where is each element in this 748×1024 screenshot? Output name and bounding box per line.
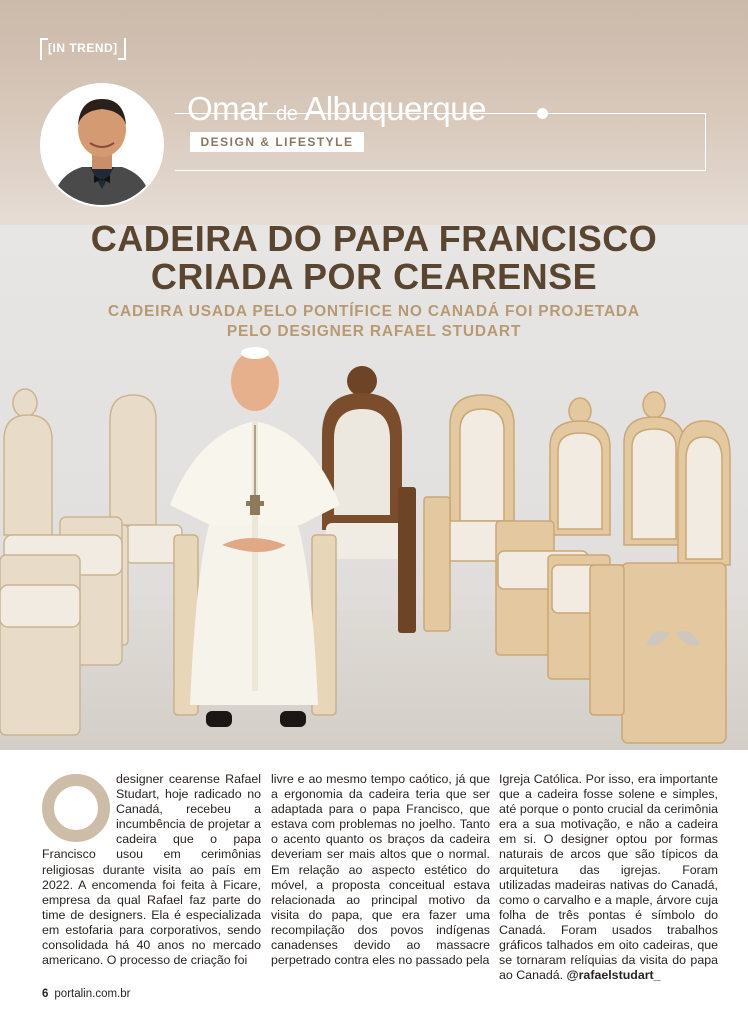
- headline-line-1: CADEIRA DO PAPA FRANCISCO: [90, 218, 658, 259]
- drop-cap-o: [42, 774, 110, 842]
- footer-site: portalin.com.br: [54, 988, 131, 1000]
- body-column-1-text: designer cearense Rafael Studart, hoje radicado no Canadá, recebeu a incumbência de projetar a cadeira que o papa Francisco usou em cerimônias religiosas durante visita ao país em 2022. A encomenda foi feita à Ficare, empresa da qual Rafael faz parte do time de designers. Ela é especializada em estofaria para corporativos, sendo consolidada há 40 anos no mercado americano. O processo de criação foi: [42, 772, 261, 968]
- author-dot: [537, 108, 548, 119]
- column-label: DESIGN & LIFESTYLE: [190, 132, 364, 152]
- page-footer: [42, 988, 130, 1000]
- subheadline-line-1: CADEIRA USADA PELO PONTÍFICE NO CANADÁ FOI PROJETADA: [108, 303, 640, 320]
- body-column-3-text: Igreja Católica. Por isso, era importante que a cadeira fosse solene e simples, até porque o ponto crucial da cerimônia era a sua motivação, e não a cadeira em si. O designer optou por formas naturais de arcos que são típicos da arquitetura das igrejas. Foram utilizadas madeiras nativas do Canadá, como o carvalho e a maple, árvore cuja folha de três pontas é símbolo do Canadá. Foram usados trabalhos gráficos talhados em oito cadeiras, que se tornaram relíquias da visita do papa ao Canadá.: [499, 772, 718, 983]
- author-particle: de: [276, 103, 298, 125]
- subheadline: [0, 302, 748, 342]
- author-last-name: Albuquerque: [304, 90, 486, 127]
- author-avatar: [42, 85, 162, 205]
- author-first-name: Omar: [187, 90, 268, 127]
- body-column-1: [42, 772, 261, 968]
- body-column-2: livre e ao mesmo tempo caótico, já que a ergonomia da cadeira teria que ser adaptada para o papa Francisco, que estava com problemas no joelho. Tanto o acento quanto os braços da cadeira deveriam ser mais altos que o normal. Em relação ao aspecto estético do móvel, a proposta conceitual estava relacionada ao principal motivo da visita do papa, que era fazer uma recompilação dos povos indígenas canadenses devido ao massacre perpetrado contra eles no passado pela: [271, 772, 490, 968]
- headline-line-2: CRIADA POR CEARENSE: [150, 256, 598, 297]
- body-column-3: [499, 772, 718, 983]
- page-number: 6: [42, 988, 49, 1000]
- author-name: [187, 90, 486, 128]
- subheadline-line-2: PELO DESIGNER RAFAEL STUDART: [226, 323, 522, 340]
- headline: [0, 220, 748, 296]
- section-tag: [IN TREND]: [40, 38, 126, 60]
- designer-handle: @rafaelstudart_: [566, 968, 661, 983]
